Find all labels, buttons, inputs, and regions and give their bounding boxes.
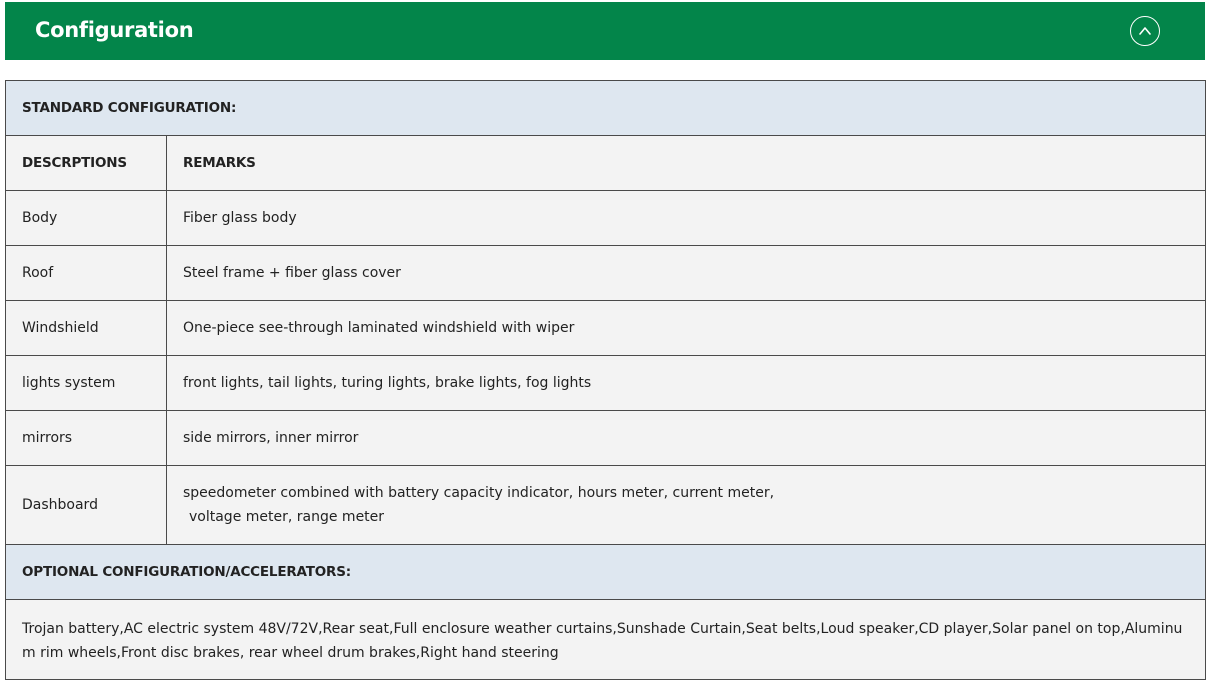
column-header-descriptions: DESCRPTIONS — [6, 136, 167, 191]
configuration-table — [5, 80, 1206, 680]
optional-items-text: Trojan battery,AC electric system 48V/72V,Rear seat,Full enclosure weather curtains,Sunshade Curtain,Seat belts,Loud speaker,CD player,Solar panel on top,Aluminum rim wheels,Front disc brakes, rear wheel drum brakes,Right hand steering — [6, 600, 1206, 680]
standard-section-row — [6, 81, 1206, 136]
row-description: Roof — [6, 246, 167, 301]
standard-section-heading: STANDARD CONFIGURATION: — [6, 81, 1206, 136]
optional-section-row — [6, 545, 1206, 600]
optional-section-heading: OPTIONAL CONFIGURATION/ACCELERATORS: — [6, 545, 1206, 600]
collapse-button[interactable] — [1130, 16, 1160, 46]
dashboard-row — [6, 466, 1206, 545]
row-remark: side mirrors, inner mirror — [167, 411, 1206, 466]
row-remark: Steel frame + fiber glass cover — [167, 246, 1206, 301]
table-row — [6, 356, 1206, 411]
column-header-row — [6, 136, 1206, 191]
row-remark — [167, 466, 1206, 545]
row-remark: front lights, tail lights, turing lights, brake lights, fog lights — [167, 356, 1206, 411]
row-remark: Fiber glass body — [167, 191, 1206, 246]
dashboard-remark-line2: voltage meter, range meter — [189, 509, 385, 525]
configuration-header[interactable] — [5, 2, 1205, 60]
row-description: Windshield — [6, 301, 167, 356]
table-row — [6, 191, 1206, 246]
header-title: Configuration — [35, 18, 194, 42]
column-header-remarks: REMARKS — [167, 136, 1206, 191]
row-description: mirrors — [6, 411, 167, 466]
row-description: lights system — [6, 356, 167, 411]
row-description: Dashboard — [6, 466, 167, 545]
table-row — [6, 301, 1206, 356]
optional-items-row — [6, 600, 1206, 680]
table-row — [6, 246, 1206, 301]
row-remark: One-piece see-through laminated windshield with wiper — [167, 301, 1206, 356]
table-row — [6, 411, 1206, 466]
dashboard-remark-line1: speedometer combined with battery capacity indicator, hours meter, current meter, — [183, 485, 775, 501]
chevron-up-icon — [1137, 23, 1153, 39]
row-description: Body — [6, 191, 167, 246]
